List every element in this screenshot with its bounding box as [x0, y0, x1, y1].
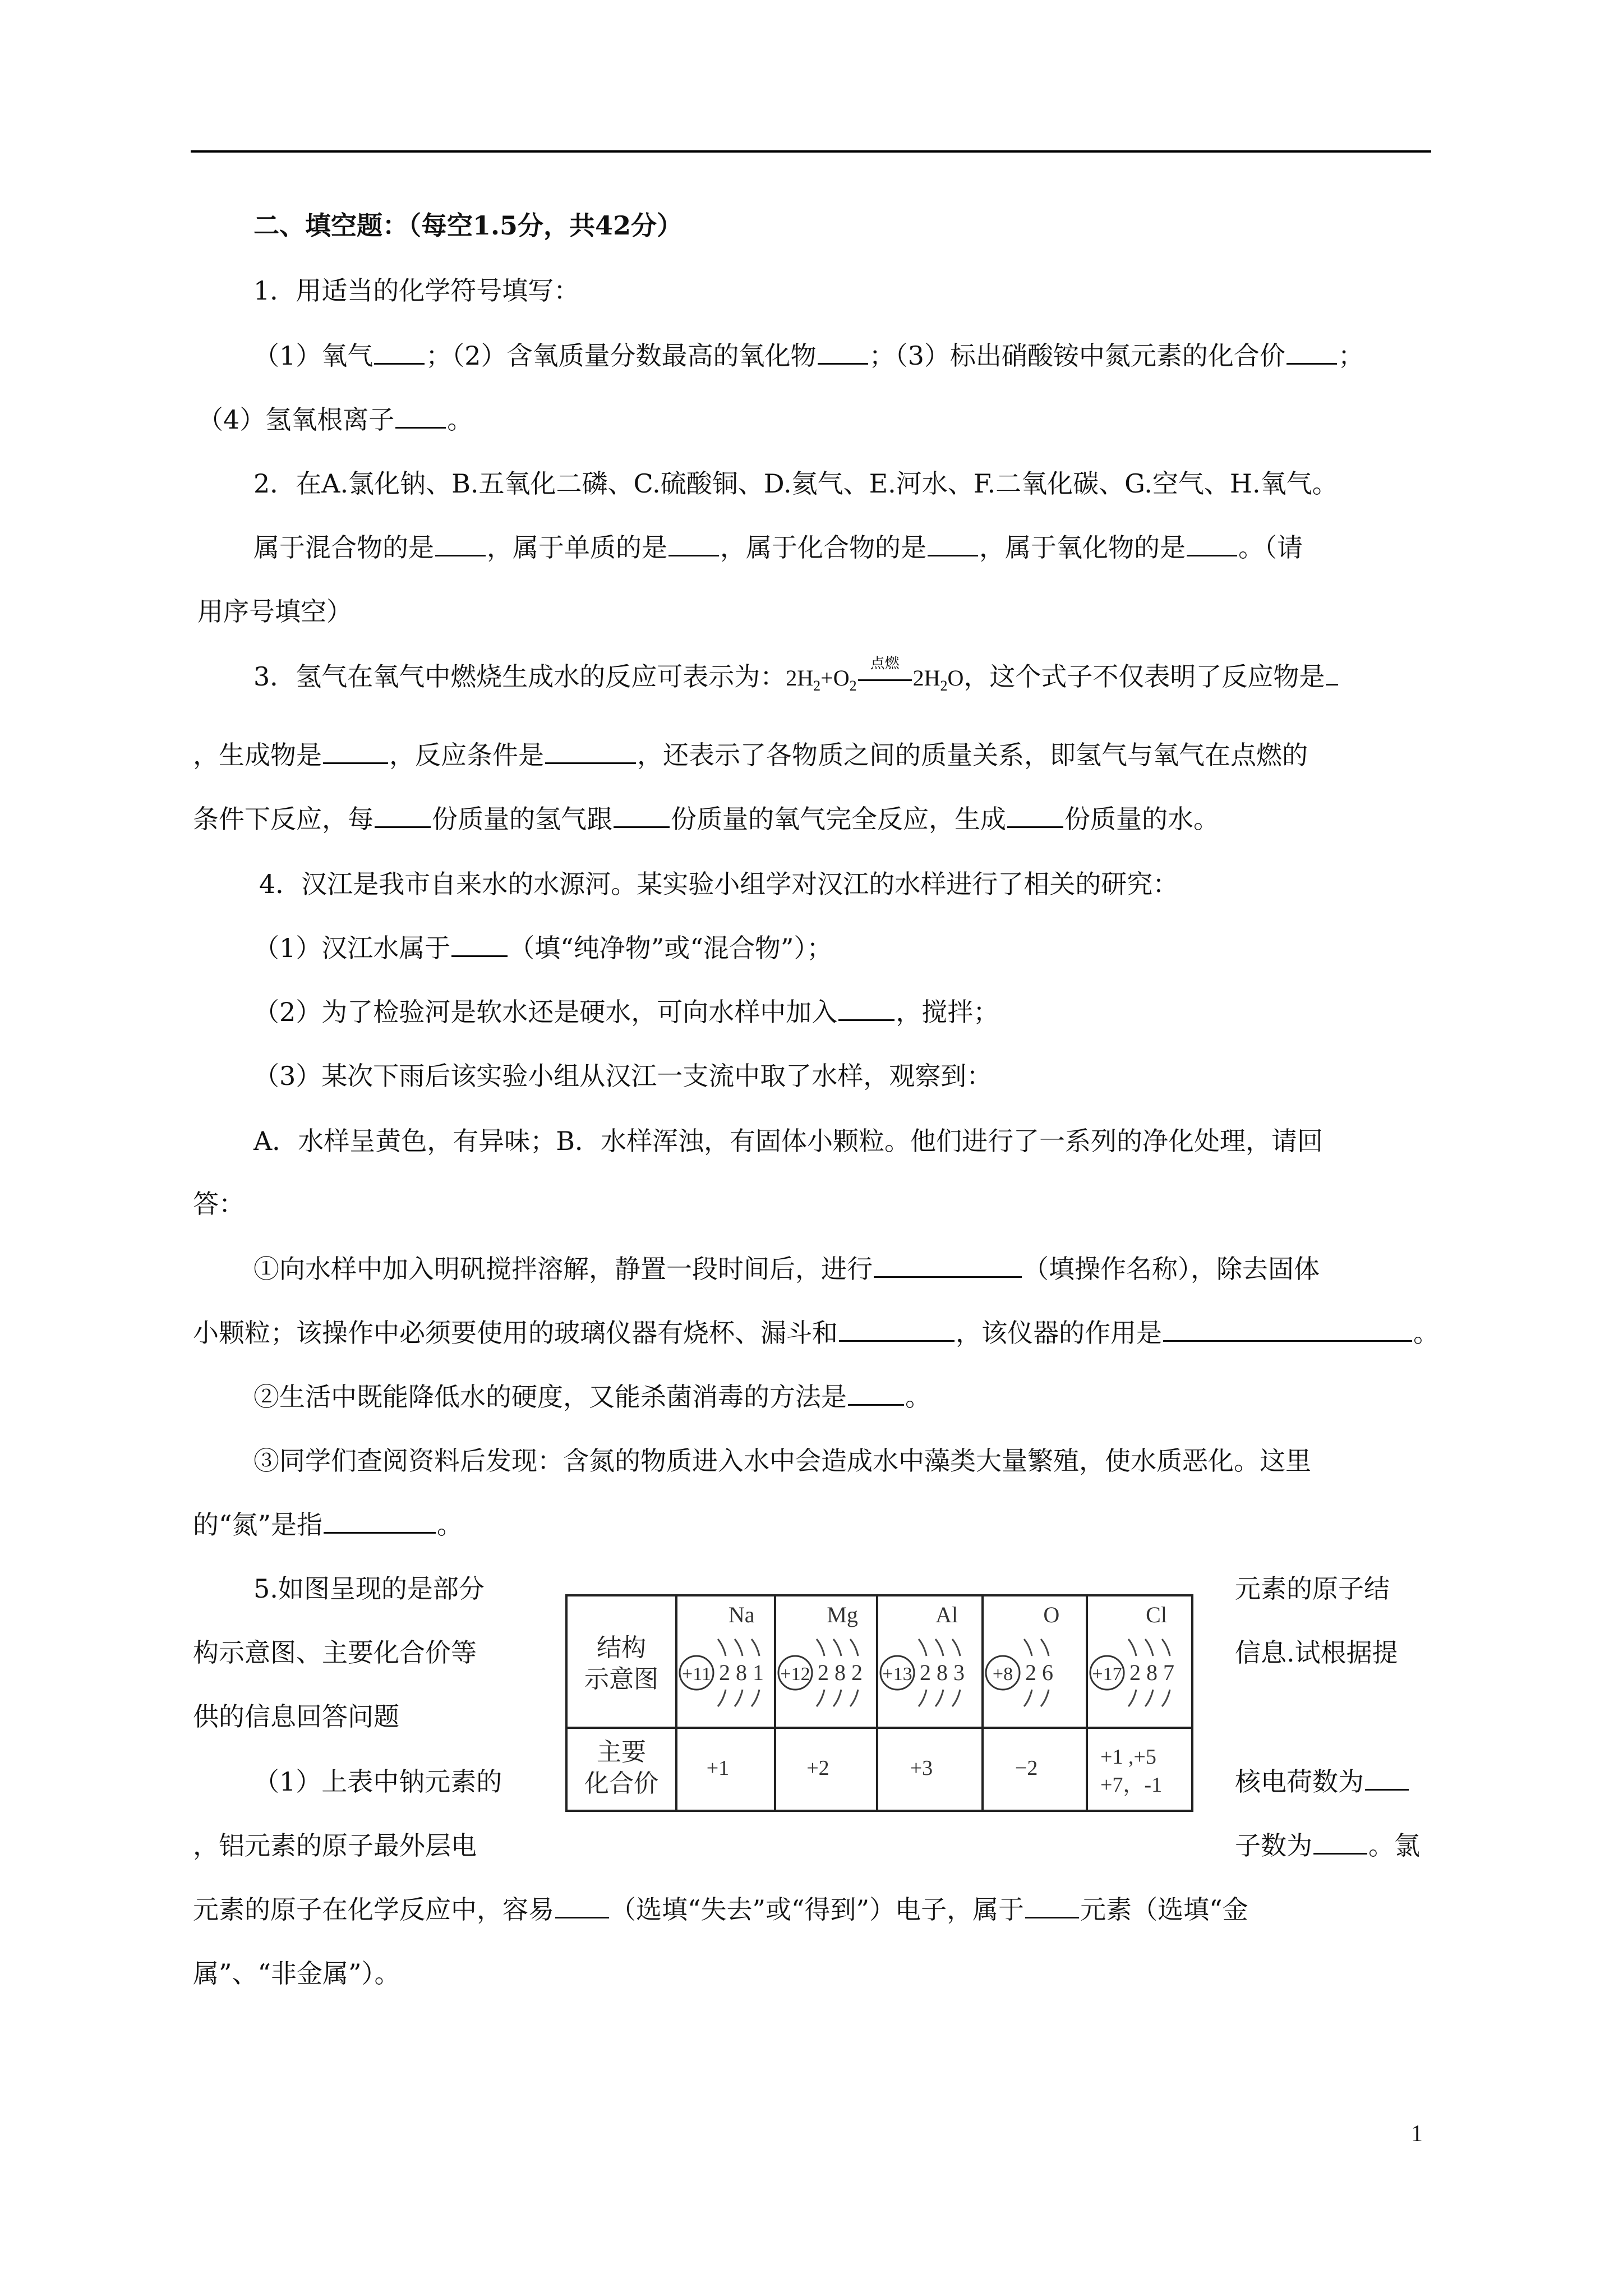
nucleus-charge: +12 — [780, 1664, 810, 1685]
q5-l5-right — [1235, 1829, 1420, 1862]
q4-text: ①向水样中加入明矾搅拌溶解，静置一段时间后，进行 — [253, 1254, 873, 1284]
q4-text: ②生活中既能降低水的硬度，又能杀菌消毒的方法是 — [253, 1382, 847, 1412]
q5-l4-left: （1）上表中钠元素的 — [253, 1766, 502, 1797]
shell-electrons: 6 — [1042, 1660, 1053, 1685]
eq-subscript: 2 — [940, 678, 948, 694]
table-border — [566, 1595, 1192, 1811]
q2-line3: 用序号填空） — [197, 596, 352, 627]
valence-value: +2 — [806, 1756, 829, 1780]
q4-text: 。 — [1413, 1318, 1439, 1348]
answer-blank[interactable] — [668, 532, 719, 556]
q5-l2-right: 信息.试根据提 — [1235, 1637, 1398, 1668]
q4-text: （填“纯净物”或“混合物”）； — [509, 933, 833, 963]
q3-text: ，还表示了各物质之间的质量关系，即氢气与氧气在点燃的 — [637, 740, 1308, 770]
q4-stem: 4．汉江是我市自来水的水源河。某实验小组学对汉江的水样进行了相关的研究： — [259, 869, 1179, 899]
answer-blank[interactable] — [818, 341, 868, 365]
shell-arc-bottom — [833, 1690, 841, 1706]
row-label-valence: 化合价 — [584, 1769, 658, 1798]
eq-subscript: 2 — [849, 678, 857, 694]
shell-arc-bottom — [1024, 1690, 1032, 1706]
q4-s3-line2 — [193, 1508, 463, 1542]
row-label-structure: 结构 — [597, 1634, 646, 1662]
q4-p3-obs2: 答： — [193, 1189, 245, 1219]
shell-arc-top — [833, 1639, 841, 1656]
answer-blank[interactable] — [435, 532, 486, 556]
q5-text: 元素（选填“金 — [1080, 1894, 1248, 1925]
answer-blank[interactable] — [395, 404, 446, 429]
shell-arc-bottom — [1128, 1690, 1136, 1706]
answer-blank[interactable] — [839, 1318, 955, 1342]
q5-text: （选填“失去”或“得到”）电子，属于 — [610, 1894, 1025, 1925]
answer-blank[interactable] — [874, 1254, 1022, 1278]
shell-arc-top — [1128, 1639, 1136, 1656]
answer-blank[interactable] — [545, 740, 636, 764]
q2-text: ，属于氧化物的是 — [979, 532, 1186, 563]
q4-text: ，搅拌； — [896, 997, 999, 1027]
eq-term: 2H — [912, 665, 940, 691]
q1-text: ； — [1338, 341, 1364, 371]
nucleus-charge: +17 — [1092, 1664, 1122, 1685]
shell-arc-top — [850, 1639, 858, 1656]
shell-electrons: 3 — [953, 1660, 965, 1685]
valence-value: −2 — [1015, 1756, 1038, 1780]
element-symbol: Na — [728, 1602, 755, 1627]
q1-text: （1）氧气 — [253, 341, 374, 371]
condition-label: 点燃 — [870, 655, 900, 671]
q5-l5-left: ，铝元素的原子最外层电 — [193, 1830, 477, 1861]
q5-l6 — [193, 1893, 1248, 1926]
element-symbol: Mg — [827, 1602, 858, 1627]
q4-s2 — [253, 1380, 931, 1414]
element-symbol: O — [1043, 1602, 1060, 1627]
q3-line1 — [253, 655, 1339, 694]
valence-value: +3 — [910, 1756, 933, 1780]
q5-text: 子数为 — [1235, 1830, 1312, 1861]
answer-blank[interactable] — [451, 933, 508, 957]
q4-s1-line2 — [193, 1316, 1439, 1350]
nucleus-charge: +8 — [992, 1664, 1013, 1685]
q3-text: 份质量的氧气完全反应，生成 — [671, 804, 1006, 834]
page-number: 1 — [1411, 2121, 1423, 2147]
answer-blank[interactable] — [928, 532, 978, 556]
q1-text: 。 — [447, 404, 473, 435]
shell-electrons: 7 — [1163, 1660, 1174, 1685]
nucleus-charge: +13 — [882, 1664, 912, 1685]
shell-electrons: 2 — [851, 1660, 863, 1685]
q2-text: 属于混合物的是 — [253, 532, 434, 563]
shell-electrons: 8 — [1146, 1660, 1158, 1685]
section-title: 二、填空题：（每空1.5分，共42分） — [253, 210, 683, 241]
valence-value: +1 — [706, 1756, 730, 1780]
q4-text: 。 — [905, 1382, 931, 1412]
answer-blank[interactable] — [1187, 532, 1237, 556]
q2-text: 。（请 — [1238, 532, 1303, 563]
q4-p1 — [253, 931, 832, 965]
shell-arc-bottom — [1041, 1690, 1049, 1706]
shell-electrons: 2 — [1129, 1660, 1141, 1685]
element-symbol: Cl — [1146, 1602, 1167, 1627]
shell-arc-bottom — [1145, 1690, 1153, 1706]
q3-text: 份质量的氢气跟 — [432, 804, 612, 834]
q1-text: ；（3）标出硝酸铵中氮元素的化合价 — [869, 341, 1285, 371]
element-symbol: Al — [935, 1602, 958, 1627]
eq-term: +O — [820, 665, 850, 691]
shell-arc-top — [1024, 1639, 1032, 1656]
shell-arc-top — [1041, 1639, 1049, 1656]
reaction-equation — [786, 655, 964, 694]
q4-text: 。 — [437, 1510, 463, 1540]
q2-text: ，属于单质的是 — [487, 532, 667, 563]
answer-blank[interactable] — [375, 804, 431, 828]
q3-line3 — [193, 802, 1219, 836]
answer-blank[interactable] — [1365, 1766, 1409, 1791]
row-label-valence: 主要 — [597, 1738, 646, 1766]
q4-s1-line1 — [253, 1252, 1320, 1286]
shell-electrons: 2 — [818, 1660, 829, 1685]
q3-text: 条件下反应，每 — [193, 804, 374, 834]
shell-arc-top — [935, 1639, 943, 1656]
q4-s3-line1: ③同学们查阅资料后发现：含氮的物质进入水中会造成水中藻类大量繁殖，使水质恶化。这里 — [253, 1446, 1311, 1476]
shell-arc-top — [735, 1639, 743, 1656]
answer-blank[interactable] — [848, 1382, 904, 1406]
q1-stem: 1．用适当的化学符号填写： — [253, 275, 580, 306]
q1-text: （4）氢氧根离子 — [197, 404, 395, 435]
q4-text: ，该仪器的作用是 — [956, 1318, 1162, 1348]
eq-term: 2H — [786, 665, 814, 691]
answer-blank[interactable] — [1287, 341, 1337, 365]
shell-arc-bottom — [718, 1690, 726, 1706]
shell-electrons: 2 — [920, 1660, 931, 1685]
q5-l3-left: 供的信息回答问题 — [193, 1701, 399, 1732]
answer-blank[interactable] — [1163, 1318, 1412, 1342]
q4-p3-obs: A．水样呈黄色，有异味；B．水样浑浊，有固体小颗粒。他们进行了一系列的净化处理，请回 — [253, 1126, 1324, 1156]
q2-text: ，属于化合物的是 — [720, 532, 926, 563]
answer-blank[interactable] — [1007, 804, 1063, 828]
nucleus-charge: +11 — [682, 1664, 711, 1685]
answer-blank[interactable] — [324, 1510, 436, 1534]
shell-arc-top — [751, 1639, 759, 1656]
q5-l1-right: 元素的原子结 — [1235, 1573, 1390, 1604]
q4-text: 的“氮”是指 — [193, 1510, 323, 1540]
answer-blank[interactable] — [838, 997, 895, 1021]
shell-electrons: 8 — [937, 1660, 948, 1685]
shell-electrons: 8 — [834, 1660, 846, 1685]
shell-arc-bottom — [919, 1690, 926, 1706]
valence-value: +1 ,+5 — [1100, 1745, 1156, 1769]
q2-stem: 2．在A.氯化钠、B.五氧化二磷、C.硫酸铜、D.氦气、E.河水、F.二氧化碳、G.空气、H.氧气。 — [253, 468, 1338, 499]
row-label-structure: 示意图 — [584, 1665, 658, 1694]
header-rule — [191, 150, 1431, 153]
valence-value: +7，-1 — [1100, 1773, 1163, 1797]
q3-text: ，反应条件是 — [389, 740, 544, 770]
answer-blank[interactable] — [1326, 661, 1338, 685]
shell-arc-top — [952, 1639, 960, 1656]
q4-p2 — [253, 995, 999, 1029]
atomic-structure-table — [565, 1594, 1193, 1812]
q5-l2-left: 构示意图、主要化合价等 — [193, 1637, 477, 1668]
q4-text: （1）汉江水属于 — [253, 933, 451, 963]
shell-arc-bottom — [751, 1690, 759, 1706]
answer-blank[interactable] — [614, 804, 670, 828]
shell-arc-bottom — [952, 1690, 960, 1706]
q1-line2 — [197, 403, 473, 436]
shell-arc-top — [1145, 1639, 1153, 1656]
shell-arc-bottom — [1162, 1690, 1170, 1706]
q3-line2 — [193, 738, 1308, 772]
q5-text: 元素的原子在化学反应中，容易 — [193, 1894, 554, 1925]
q4-p3: （3）某次下雨后该实验小组从汉江一支流中取了水样，观察到： — [253, 1061, 993, 1091]
q3-text: ，生成物是 — [193, 740, 322, 770]
q3-text: 份质量的水。 — [1064, 804, 1219, 834]
q5-l4-right — [1235, 1765, 1410, 1798]
shell-arc-bottom — [817, 1690, 824, 1706]
shell-electrons: 8 — [736, 1660, 747, 1685]
q5-l1-left: 5.如图呈现的是部分 — [253, 1573, 485, 1604]
q4-text: 小颗粒；该操作中必须要使用的玻璃仪器有烧杯、漏斗和 — [193, 1318, 838, 1348]
q1-line1 — [253, 339, 1364, 372]
eq-subscript: 2 — [813, 678, 821, 694]
answer-blank[interactable] — [1025, 1894, 1079, 1918]
shell-arc-top — [718, 1639, 726, 1656]
shell-arc-top — [817, 1639, 824, 1656]
shell-arc-bottom — [850, 1690, 858, 1706]
reaction-condition — [857, 655, 913, 695]
q1-text: ；（2）含氧质量分数最高的氧化物 — [426, 341, 817, 371]
shell-arc-top — [1162, 1639, 1170, 1656]
answer-blank[interactable] — [555, 1894, 609, 1918]
q5-text: 核电荷数为 — [1235, 1766, 1364, 1797]
shell-electrons: 2 — [1025, 1660, 1036, 1685]
answer-blank[interactable] — [1313, 1830, 1367, 1855]
shell-arc-bottom — [935, 1690, 943, 1706]
q3-text: ，这个式子不仅表明了反应物是 — [963, 661, 1325, 692]
shell-electrons: 1 — [753, 1660, 764, 1685]
q3-text: 3．氢气在氧气中燃烧生成水的反应可表示为： — [253, 661, 786, 692]
q4-text: （填操作名称），除去固体 — [1023, 1254, 1320, 1284]
q2-line2 — [253, 531, 1303, 564]
q5-l7: 属”、“非金属”）。 — [193, 1958, 400, 1989]
shell-electrons: 2 — [719, 1660, 730, 1685]
shell-arc-top — [919, 1639, 926, 1656]
eq-term: O — [947, 665, 964, 691]
q5-text: 。氯 — [1368, 1830, 1420, 1861]
answer-blank[interactable] — [323, 740, 388, 764]
answer-blank[interactable] — [374, 341, 425, 365]
q4-text: （2）为了检验河是软水还是硬水，可向水样中加入 — [253, 997, 838, 1027]
shell-arc-bottom — [735, 1690, 743, 1706]
